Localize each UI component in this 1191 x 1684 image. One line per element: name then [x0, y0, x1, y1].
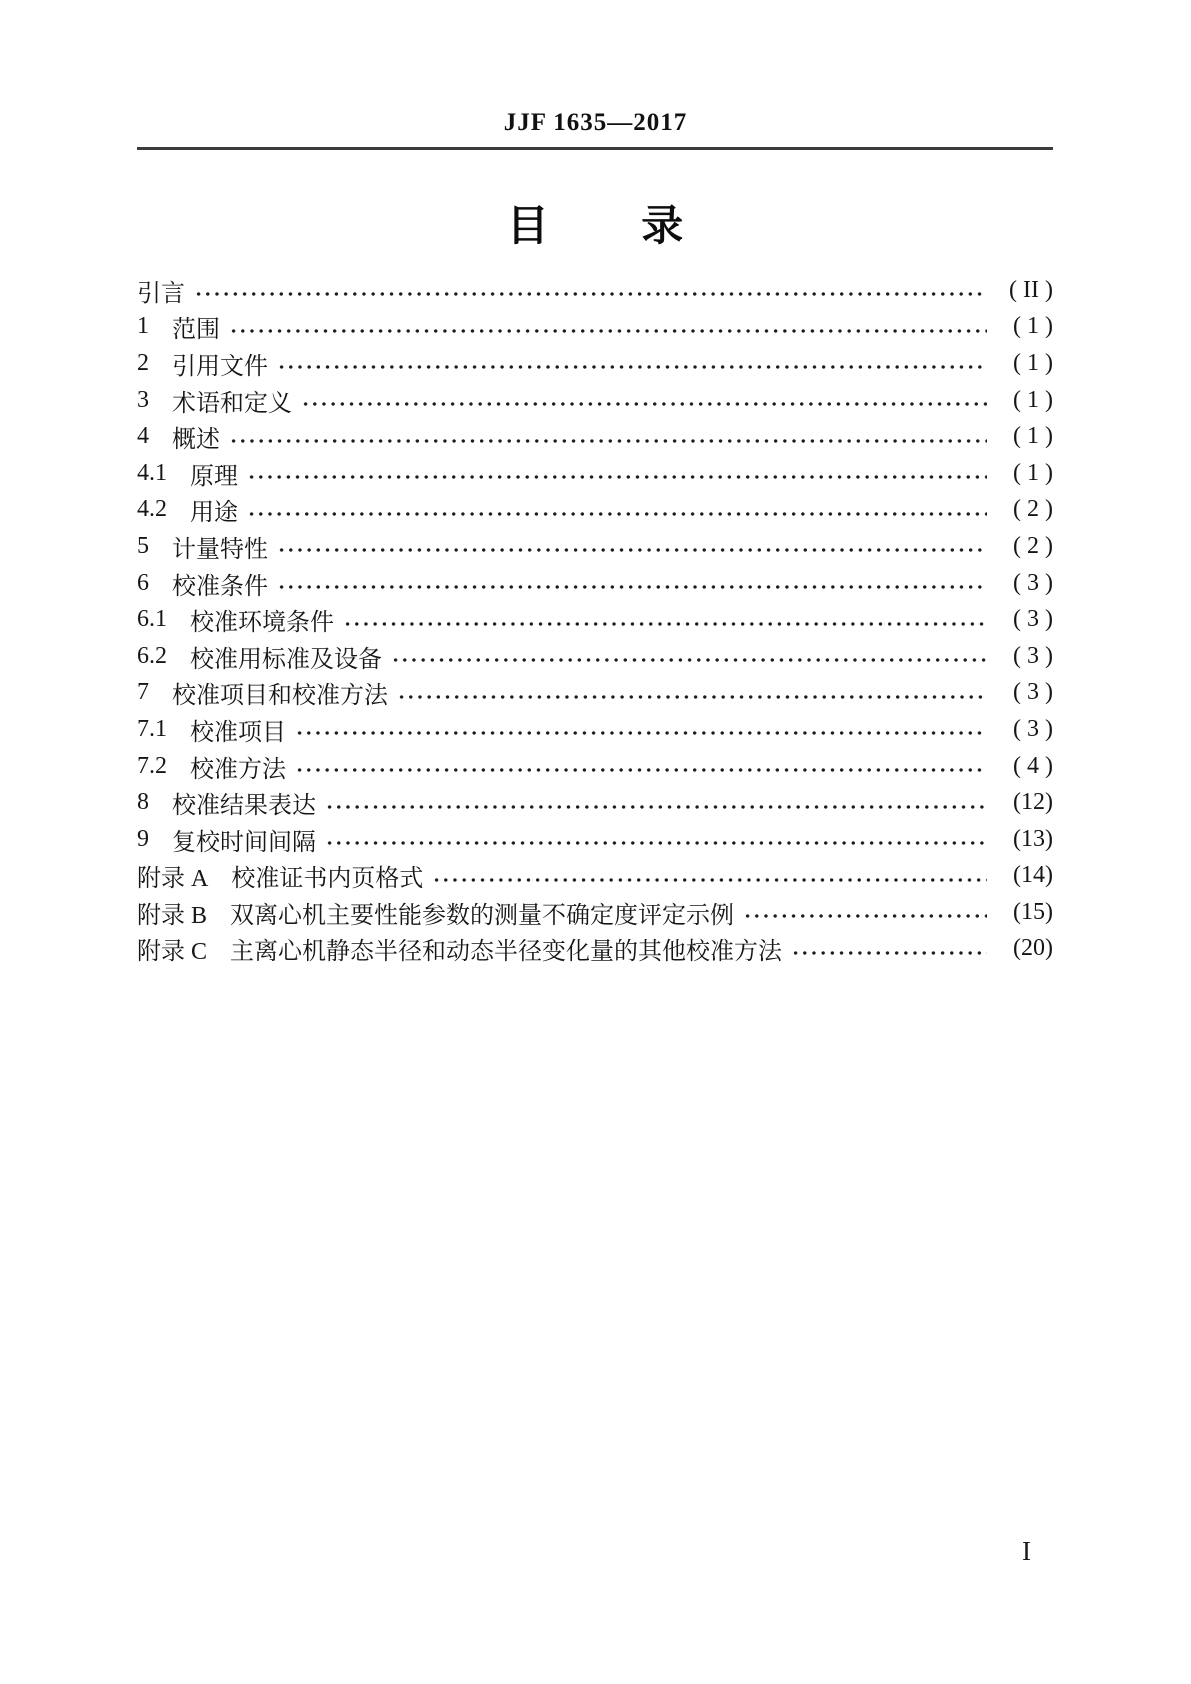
- toc-entry-page: (20): [1013, 935, 1053, 962]
- dot-leader-icon: [299, 397, 987, 411]
- dot-leader-icon: [245, 470, 987, 484]
- toc-entry-title: 校准用标准及设备: [190, 646, 382, 673]
- toc-entry-number: 7: [137, 679, 149, 706]
- toc-entry-title: 引用文件: [172, 353, 268, 380]
- toc-entry: [137, 272, 1053, 309]
- toc-entry: [137, 528, 1053, 565]
- toc-entry-title: 主离心机静态半径和动态半径变化量的其他校准方法: [230, 939, 783, 966]
- toc-entry-title: 校准条件: [172, 573, 268, 600]
- toc-entry-title: 概述: [172, 427, 220, 454]
- footer-page-number: I: [1022, 1536, 1031, 1566]
- toc-entry: [137, 748, 1053, 785]
- dot-leader-icon: [323, 800, 987, 814]
- dot-leader-icon: [275, 360, 987, 374]
- toc-entry-page: ( 3 ): [1013, 642, 1053, 669]
- toc-entry-page: ( 1 ): [1013, 313, 1053, 340]
- toc-entry-title: 原理: [190, 463, 238, 490]
- toc-entry: [137, 931, 1053, 968]
- toc-entry-number: 9: [137, 825, 149, 852]
- toc-entry-title: 校准环境条件: [190, 610, 334, 637]
- toc-entry: [137, 858, 1053, 895]
- toc-entry-page: ( 2 ): [1013, 532, 1053, 559]
- toc-entry: [137, 382, 1053, 419]
- header-rule: [137, 147, 1053, 150]
- toc-entry-page: ( 3 ): [1013, 569, 1053, 596]
- toc-entry-page: (13): [1013, 825, 1053, 852]
- toc-entry-page: ( 1 ): [1013, 349, 1053, 376]
- toc-entry-page: ( 3 ): [1013, 679, 1053, 706]
- toc-entry-number: 5: [137, 532, 149, 559]
- toc-entry-number: 7.1: [137, 715, 167, 742]
- dot-leader-icon: [293, 726, 987, 740]
- toc-entry-number: 7.2: [137, 752, 167, 779]
- toc-entry: [137, 784, 1053, 821]
- toc-entry-page: (12): [1013, 789, 1053, 816]
- dot-leader-icon: [323, 836, 987, 850]
- toc-entry-title: 计量特性: [172, 536, 268, 563]
- toc-entry-page: ( 1 ): [1013, 459, 1053, 486]
- dot-leader-icon: [275, 580, 987, 594]
- toc-entry-title: 校准项目: [190, 719, 286, 746]
- toc-entry-title: 引言: [137, 280, 185, 307]
- toc-entry: [137, 565, 1053, 602]
- toc-entry: [137, 638, 1053, 675]
- toc-entry-page: ( 4 ): [1013, 752, 1053, 779]
- toc-entry-page: (15): [1013, 898, 1053, 925]
- dot-leader-icon: [341, 617, 987, 631]
- toc-entry-title: 校准方法: [190, 756, 286, 783]
- toc-entry: [137, 711, 1053, 748]
- toc-list: [137, 272, 1053, 967]
- toc-entry-title: 复校时间间隔: [172, 829, 316, 856]
- toc-entry-page: ( 1 ): [1013, 423, 1053, 450]
- toc-entry-number: 附录 A: [137, 866, 209, 893]
- toc-entry-page: (14): [1013, 862, 1053, 889]
- toc-entry: [137, 345, 1053, 382]
- toc-entry-number: 附录 C: [137, 939, 208, 966]
- dot-leader-icon: [395, 690, 987, 704]
- toc-entry-page: ( 3 ): [1013, 606, 1053, 633]
- toc-entry-title: 用途: [190, 500, 238, 527]
- toc-entry-number: 6.2: [137, 642, 167, 669]
- toc-entry-number: 2: [137, 349, 149, 376]
- toc-entry-page: ( 3 ): [1013, 715, 1053, 742]
- dot-leader-icon: [227, 434, 987, 448]
- toc-entry: [137, 418, 1053, 455]
- toc-entry-title: 校准结果表达: [172, 793, 316, 820]
- toc-entry-title: 校准项目和校准方法: [172, 683, 388, 710]
- toc-entry-number: 附录 B: [137, 902, 208, 929]
- toc-entry-number: 8: [137, 789, 149, 816]
- dot-leader-icon: [275, 543, 987, 557]
- toc-entry: [137, 821, 1053, 858]
- dot-leader-icon: [293, 763, 987, 777]
- toc-entry-title: 范围: [172, 317, 220, 344]
- toc-entry: [137, 601, 1053, 638]
- toc-entry-title: 术语和定义: [172, 390, 292, 417]
- standard-code: JJF 1635—2017: [503, 109, 688, 136]
- toc-entry-number: 4: [137, 423, 149, 450]
- dot-leader-icon: [789, 946, 987, 960]
- toc-entry: [137, 309, 1053, 346]
- toc-entry-title: 校准证书内页格式: [231, 866, 424, 893]
- toc-entry-page: ( II ): [1009, 276, 1053, 303]
- toc-entry-number: 4.1: [137, 459, 167, 486]
- toc-entry-number: 4.2: [137, 496, 167, 523]
- dot-leader-icon: [245, 507, 987, 521]
- dot-leader-icon: [227, 324, 987, 338]
- dot-leader-icon: [389, 653, 987, 667]
- dot-leader-icon: [741, 909, 987, 923]
- dot-leader-icon: [430, 873, 987, 887]
- toc-entry-page: ( 1 ): [1013, 386, 1053, 413]
- toc-entry-number: 6: [137, 569, 149, 596]
- toc-entry: [137, 455, 1053, 492]
- toc-entry-title: 双离心机主要性能参数的测量不确定度评定示例: [230, 902, 735, 929]
- toc-entry: [137, 675, 1053, 712]
- toc-entry: [137, 894, 1053, 931]
- toc-entry-number: 3: [137, 386, 149, 413]
- toc-entry-page: ( 2 ): [1013, 496, 1053, 523]
- dot-leader-icon: [192, 287, 987, 301]
- toc-entry-number: 1: [137, 313, 149, 340]
- page-title: 目 录: [506, 204, 685, 250]
- toc-entry: [137, 492, 1053, 529]
- toc-entry-number: 6.1: [137, 606, 167, 633]
